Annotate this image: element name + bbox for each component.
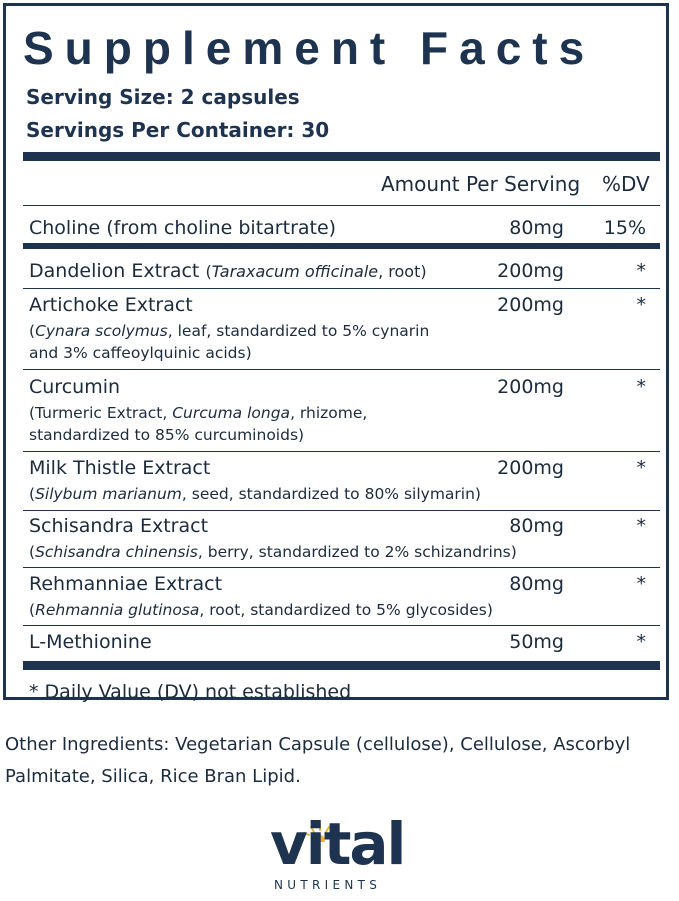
nutrient-description: (Turmeric Extract, Curcuma longa, rhizome, <box>29 404 368 422</box>
medium-divider <box>23 243 660 249</box>
nutrient-description: and 3% caffeoylquinic acids) <box>29 344 252 362</box>
nutrient-amount: 200mg <box>497 457 564 479</box>
servings-per-container: Servings Per Container: 30 <box>26 118 330 142</box>
dv-header: %DV <box>602 172 650 196</box>
nutrient-dv: * <box>636 457 646 479</box>
divider <box>23 510 660 511</box>
nutrient-amount: 50mg <box>509 631 564 653</box>
nutrient-amount: 80mg <box>509 217 564 239</box>
divider <box>23 288 660 289</box>
nutrient-dv: * <box>636 515 646 537</box>
nutrient-name: L-Methionine <box>29 631 152 653</box>
nutrient-name: Choline (from choline bitartrate) <box>29 217 337 239</box>
amount-per-serving-header: Amount Per Serving <box>381 172 581 196</box>
nutrient-dv: * <box>636 260 646 282</box>
nutrient-name: Curcumin <box>29 376 121 398</box>
brand-name: vital <box>270 810 405 878</box>
divider <box>23 451 660 452</box>
nutrient-amount: 80mg <box>509 515 564 537</box>
divider <box>23 567 660 568</box>
nutrient-description: (Schisandra chinensis, berry, standardized to 2% schizandrins) <box>29 543 517 561</box>
nutrient-dv: * <box>636 294 646 316</box>
supplement-facts-panel <box>3 3 669 703</box>
nutrient-name: Schisandra Extract <box>29 515 209 537</box>
page-title: Supplement Facts <box>23 22 596 74</box>
nutrient-description: (Rehmannia glutinosa, root, standardized to 5% glycosides) <box>29 601 493 619</box>
nutrient-dv: * <box>636 631 646 653</box>
nutrient-name: Dandelion Extract (Taraxacum officinale, root) <box>29 260 427 282</box>
brand-tagline: NUTRIENTS <box>274 878 382 892</box>
nutrient-amount: 200mg <box>497 294 564 316</box>
daily-value-footnote: * Daily Value (DV) not established <box>29 681 352 703</box>
nutrient-name: Milk Thistle Extract <box>29 457 211 479</box>
nutrient-dv: 15% <box>603 217 646 239</box>
nutrient-dv: * <box>636 573 646 595</box>
nutrient-name: Artichoke Extract <box>29 294 193 316</box>
nutrient-description: standardized to 85% curcuminoids) <box>29 426 305 444</box>
nutrient-dv: * <box>636 376 646 398</box>
nutrient-amount: 200mg <box>497 260 564 282</box>
nutrient-description: (Silybum marianum, seed, standardized to 80% silymarin) <box>29 485 481 503</box>
other-ingredients: Other Ingredients: Vegetarian Capsule (cellulose), Cellulose, Ascorbyl Palmitate, Silica, Rice Bran Lipid. <box>5 734 631 787</box>
thick-divider <box>23 661 660 670</box>
thick-divider <box>23 152 660 161</box>
divider <box>23 205 660 206</box>
nutrient-description: (Cynara scolymus, leaf, standardized to 5% cynarin <box>29 322 430 340</box>
nutrient-amount: 80mg <box>509 573 564 595</box>
nutrient-amount: 200mg <box>497 376 564 398</box>
serving-size: Serving Size: 2 capsules <box>26 85 300 109</box>
divider <box>23 625 660 626</box>
nutrient-name: Rehmanniae Extract <box>29 573 223 595</box>
divider <box>23 369 660 370</box>
